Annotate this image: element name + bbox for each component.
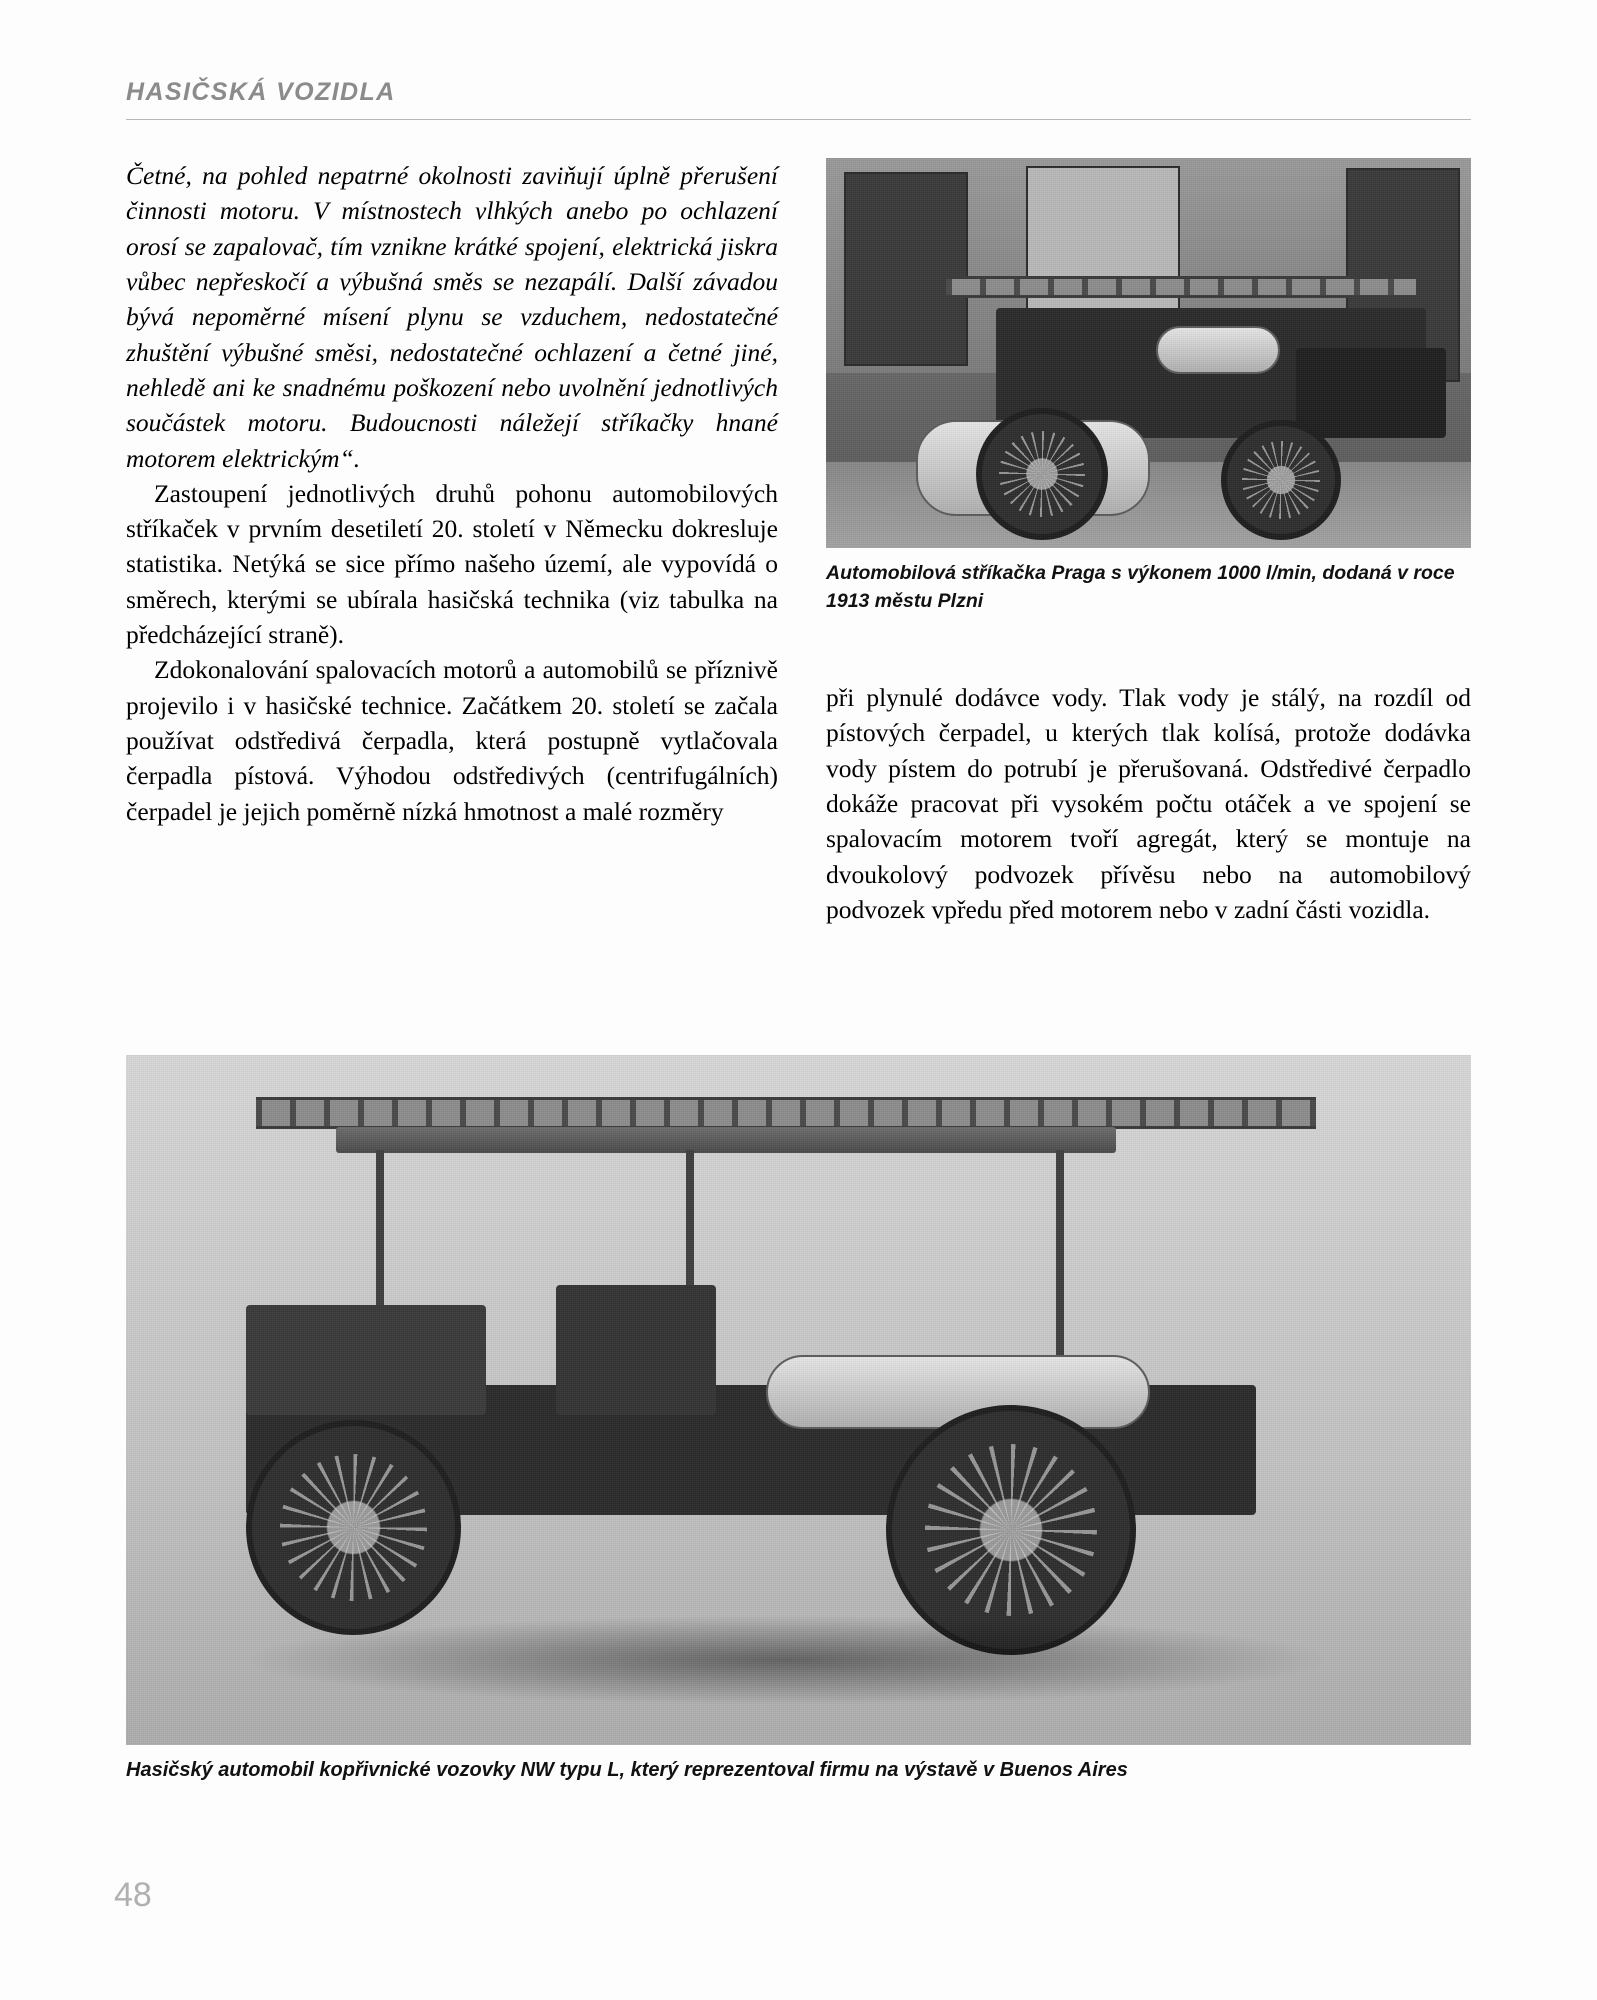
right-text-column xyxy=(826,680,1471,927)
left-text-column xyxy=(126,158,778,829)
paragraph-quote: Četné, na pohled nepatrné okolnosti zaviňují úplně přerušení činnosti motoru. V místnostech vlhkých anebo po ochlazení orosí se zapalovač, tím vznikne krátké spojení, elektrická jiskra vůbec nepřeskočí a výbušná směs se nezapálí. Další závadou bývá nepoměrné mísení plynu se vzduchem, nedostatečné zhuštění výbušné směsi, nedostatečné ochlazení a četné jiné, nehledě ani ke snadnému poškození nebo uvolnění jednotlivých součástek motoru. Budoucnosti náležejí stříkačky hnané motorem elektrickým“. xyxy=(126,161,778,473)
page-header xyxy=(126,78,1471,120)
page-title: HASIČSKÁ VOZIDLA xyxy=(126,78,396,106)
paragraph-statistics: Zastoupení jednotlivých druhů pohonu automobilových stříkaček v prvním desetiletí 20. století v Německu dokresluje statistika. Netýká se sice přímo našeho území, ale vypovídá o směrech, kterými se ubírala hasičská technika (viz tabulka na předcházející straně). xyxy=(126,478,778,650)
header-divider xyxy=(126,119,1471,120)
nw-type-l-fire-truck-photo xyxy=(126,1055,1471,1745)
paragraph-centrifugal: při plynulé dodávce vody. Tlak vody je stálý, na rozdíl od pístových čerpadel, u kterých tlak kolísá, protože dodávka vody pístem do potrubí je přerušovaná. Odstředivé čerpadlo dokáže pracovat při vysokém počtu otáček a ve spojení se spalovacím motorem tvoří agregát, který se montuje na dvoukolový podvozek přívěsu nebo na automobilový podvozek vpředu před motorem nebo v zadní části vozidla. xyxy=(826,683,1471,924)
figure-bottom-caption: Hasičský automobil kopřivnické vozovky NW typu L, který reprezentoval firmu na výstavě v Buenos Aires xyxy=(126,1759,1128,1781)
photo-bottom-grain-overlay xyxy=(126,1055,1471,1745)
praga-fire-engine-photo xyxy=(826,158,1471,548)
figure-top-caption: Automobilová stříkačka Praga s výkonem 1000 l/min, dodaná v roce 1913 městu Plzni xyxy=(826,562,1455,612)
page-number: 48 xyxy=(114,1876,152,1914)
photo-grain-overlay xyxy=(826,158,1471,548)
figure-top xyxy=(826,158,1471,615)
paragraph-pumps: Zdokonalování spalovacích motorů a automobilů se příznivě projevilo i v hasičské technice. Začátkem 20. století se začala používat odstředivá čerpadla, která postupně vytlačovala čerpadla pístová. Výhodou odstředivých (centrifugálních) čerpadel je jejich poměrně nízká hmotnost a malé rozměry xyxy=(126,655,778,826)
figure-bottom xyxy=(126,1055,1471,1782)
